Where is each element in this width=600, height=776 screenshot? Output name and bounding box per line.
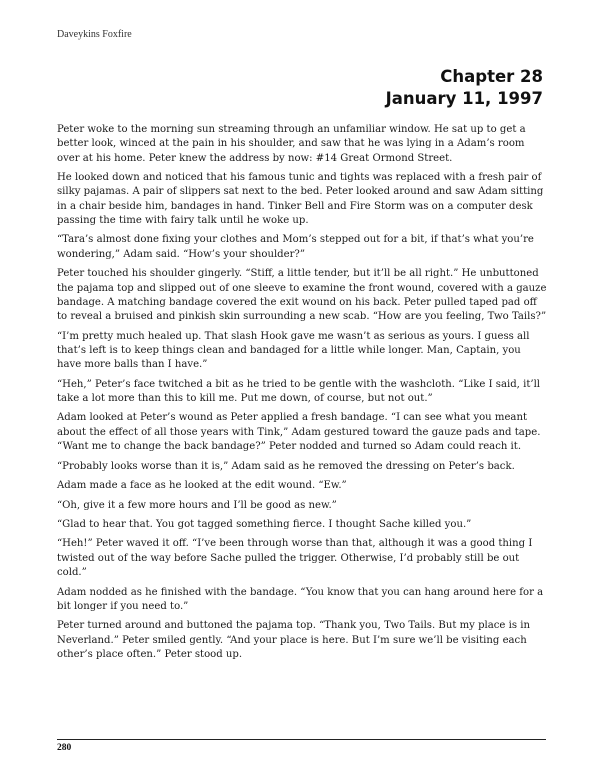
footer-rule [57, 739, 546, 740]
chapter-date: January 11, 1997 [385, 89, 543, 108]
running-head: Daveykins Foxfire [57, 29, 132, 40]
paragraph: Peter turned around and buttoned the pajama top. “Thank you, Two Tails. But my place is in Neverland.” Peter smiled gently. “And your place is here. But I’m sure we’ll be visiting each other’s place often.” Peter stood up. [57, 620, 530, 660]
paragraph: Adam nodded as he finished with the bandage. “You know that you can hang around here for a bit longer if you need to.” [57, 586, 544, 612]
body-text [57, 123, 547, 667]
paragraph: “Tara’s almost done fixing your clothes and Mom’s stepped out for a bit, if that’s what you’re wondering,” Adam said. “How’s your shoulder?” [57, 234, 534, 260]
paragraph: Adam looked at Peter’s wound as Peter applied a fresh bandage. “I can see what you meant about the effect of all those years with Tink,” Adam gestured toward the gauze pads and tape. “Want me to change the back bandage?” Peter nodded and turned so Adam could reach it. [57, 412, 541, 453]
paragraph: “Heh!” Peter waved it off. “I’ve been through worse than that, although it was a good thing I twisted out of the way before Sache pulled the trigger. Otherwise, I’d probably still be out cold.” [57, 538, 533, 579]
paragraph: He looked down and noticed that his famous tunic and tights was replaced with a fresh pair of silky pajamas. A pair of slippers sat next to the bed. Peter looked around and saw Adam sitting in a chair beside him, bandages in hand. Tinker Bell and Fire Storm was on a computer desk passing the time with fairy talk until he woke up. [57, 172, 544, 226]
page-number: 280 [57, 743, 72, 753]
paragraph: “Oh, give it a few more hours and I’ll be good as new.” [57, 499, 337, 511]
paragraph: “Probably looks worse than it is,” Adam said as he removed the dressing on Peter’s back. [57, 460, 515, 472]
chapter-title: Chapter 28 [440, 67, 543, 86]
paragraph: Peter woke to the morning sun streaming through an unfamiliar window. He sat up to get a better look, winced at the pain in his shoulder, and saw that he was lying in a Adam’s room over at his home. Peter knew the address by now: #14 Great Ormond Street. [57, 124, 526, 164]
chapter-heading [386, 66, 543, 110]
paragraph: “Glad to hear that. You got tagged something fierce. I thought Sache killed you.” [57, 519, 472, 530]
paragraph: “I’m pretty much healed up. That slash Hook gave me wasn’t as serious as yours. I guess all that’s left is to keep things clean and bandaged for a little while longer. Man, Captain, you have more balls than I have.” [57, 330, 530, 371]
paragraph: Adam made a face as he looked at the edit wound. “Ew.” [57, 480, 347, 492]
paragraph: “Heh,” Peter’s face twitched a bit as he tried to be gentle with the washcloth. “Like I said, it’ll take a lot more than this to kill me. Put me down, of course, but not out.” [57, 378, 541, 404]
paragraph: Peter touched his shoulder gingerly. “Stiff, a little tender, but it’ll be all right.” He unbuttoned the pajama top and slipped out of one sleeve to examine the front wound, covered with a gauze bandage. A matching bandage covered the exit wound on his back. Peter pulled taped pad off to reveal a bruised and pinkish skin surrounding a new scab. “How are you feeling, Two Tails?” [57, 268, 547, 323]
